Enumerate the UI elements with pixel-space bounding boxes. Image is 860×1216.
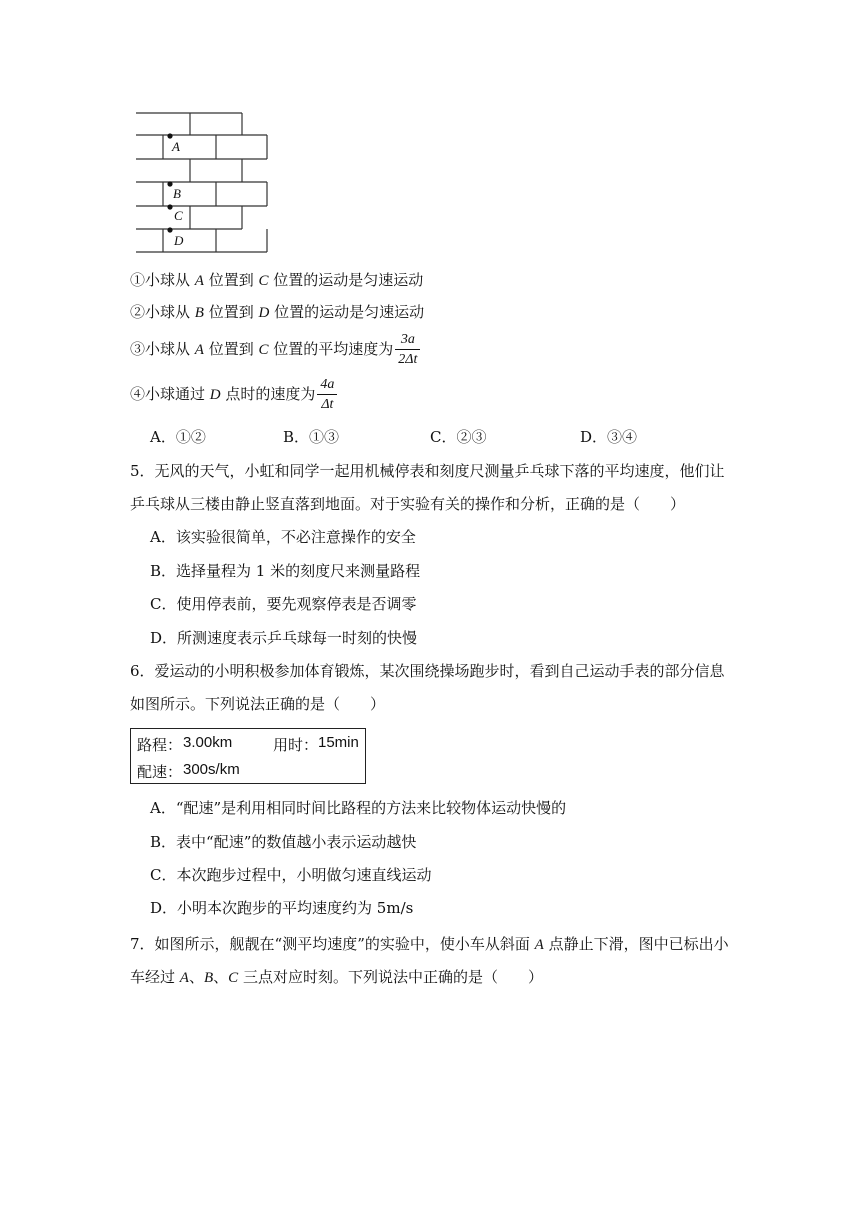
- watch-pace-value: 300s/km: [183, 761, 240, 778]
- watch-distance-label: 路程：: [137, 737, 183, 754]
- q6-stem-line2: 如图所示。下列说法正确的是（ ）: [130, 695, 386, 713]
- ball-dot-d: [167, 227, 172, 232]
- q5-stem-line1: 5．无风的天气，小虹和同学一起用机械停表和刻度尺测量乒乓球下落的平均速度，他们让: [130, 462, 725, 480]
- watch-distance-value: 3.00km: [183, 734, 233, 751]
- q4-option-c[interactable]: C．②③: [430, 428, 487, 446]
- watch-pace-label: 配速：: [137, 764, 183, 781]
- brick-wall-figure: [130, 110, 270, 256]
- point-label-a: A: [172, 139, 180, 154]
- q5-option-a[interactable]: A．该实验很简单，不必注意操作的安全: [150, 528, 416, 546]
- q4-statement-1: ①小球从 A 位置到 C 位置的运动是匀速运动: [130, 271, 424, 289]
- q5-option-b[interactable]: B．选择量程为 1 米的刻度尺来测量路程: [150, 562, 421, 580]
- point-label-c: C: [174, 208, 183, 223]
- q5-option-c[interactable]: C．使用停表前，要先观察停表是否调零: [150, 595, 417, 613]
- ball-dot-c: [167, 204, 172, 209]
- q4-option-d[interactable]: D．③④: [580, 428, 638, 446]
- q4-statement-3: ③小球从 A 位置到 C 位置的平均速度为 $\frac{3a}{2\Delta t}$: [130, 331, 420, 368]
- q6-option-d[interactable]: D．小明本次跑步的平均速度约为 5m/s: [150, 899, 414, 917]
- point-label-d: D: [174, 233, 184, 248]
- q4-statement-4: ④小球通过 D 点时的速度为 $\frac{4a}{\Delta t}$: [130, 376, 337, 413]
- fraction-3a-over-2dt: $\frac{3a}{2\Delta t}$: [395, 331, 420, 368]
- q7-stem-line1: 7．如图所示，舰靓在“测平均速度”的实验中，使小车从斜面 A 点静止下滑，图中已标出小: [130, 935, 729, 953]
- q7-stem-line2: 车经过 A、B、C 三点对应时刻。下列说法中正确的是（ ）: [130, 968, 543, 986]
- q6-stem-line1: 6．爱运动的小明积极参加体育锻炼，某次围绕操场跑步时，看到自己运动手表的部分信息: [130, 662, 725, 680]
- ball-dot-a: [167, 133, 172, 138]
- ball-dot-b: [167, 181, 172, 186]
- q6-option-c[interactable]: C．本次跑步过程中，小明做匀速直线运动: [150, 866, 432, 884]
- q4-statement-2: ②小球从 B 位置到 D 位置的运动是匀速运动: [130, 303, 425, 321]
- q4-option-a[interactable]: A．①②: [150, 428, 206, 446]
- fraction-4a-over-dt: $\frac{4a}{\Delta t}$: [317, 376, 337, 413]
- watch-time-value: 15min: [318, 734, 359, 751]
- watch-time-label: 用时：: [273, 737, 319, 754]
- q4-option-b[interactable]: B．①③: [283, 428, 340, 446]
- q6-option-b[interactable]: B．表中“配速”的数值越小表示运动越快: [150, 833, 417, 851]
- q5-option-d[interactable]: D．所测速度表示乒乓球每一时刻的快慢: [150, 629, 418, 647]
- q6-option-a[interactable]: A．“配速”是利用相同时间比路程的方法来比较物体运动快慢的: [150, 799, 567, 817]
- point-label-b: B: [173, 186, 181, 201]
- sport-watch-info-box: [130, 728, 366, 784]
- q5-stem-line2: 乒乓球从三楼由静止竖直落到地面。对于实验有关的操作和分析，正确的是（ ）: [130, 495, 686, 513]
